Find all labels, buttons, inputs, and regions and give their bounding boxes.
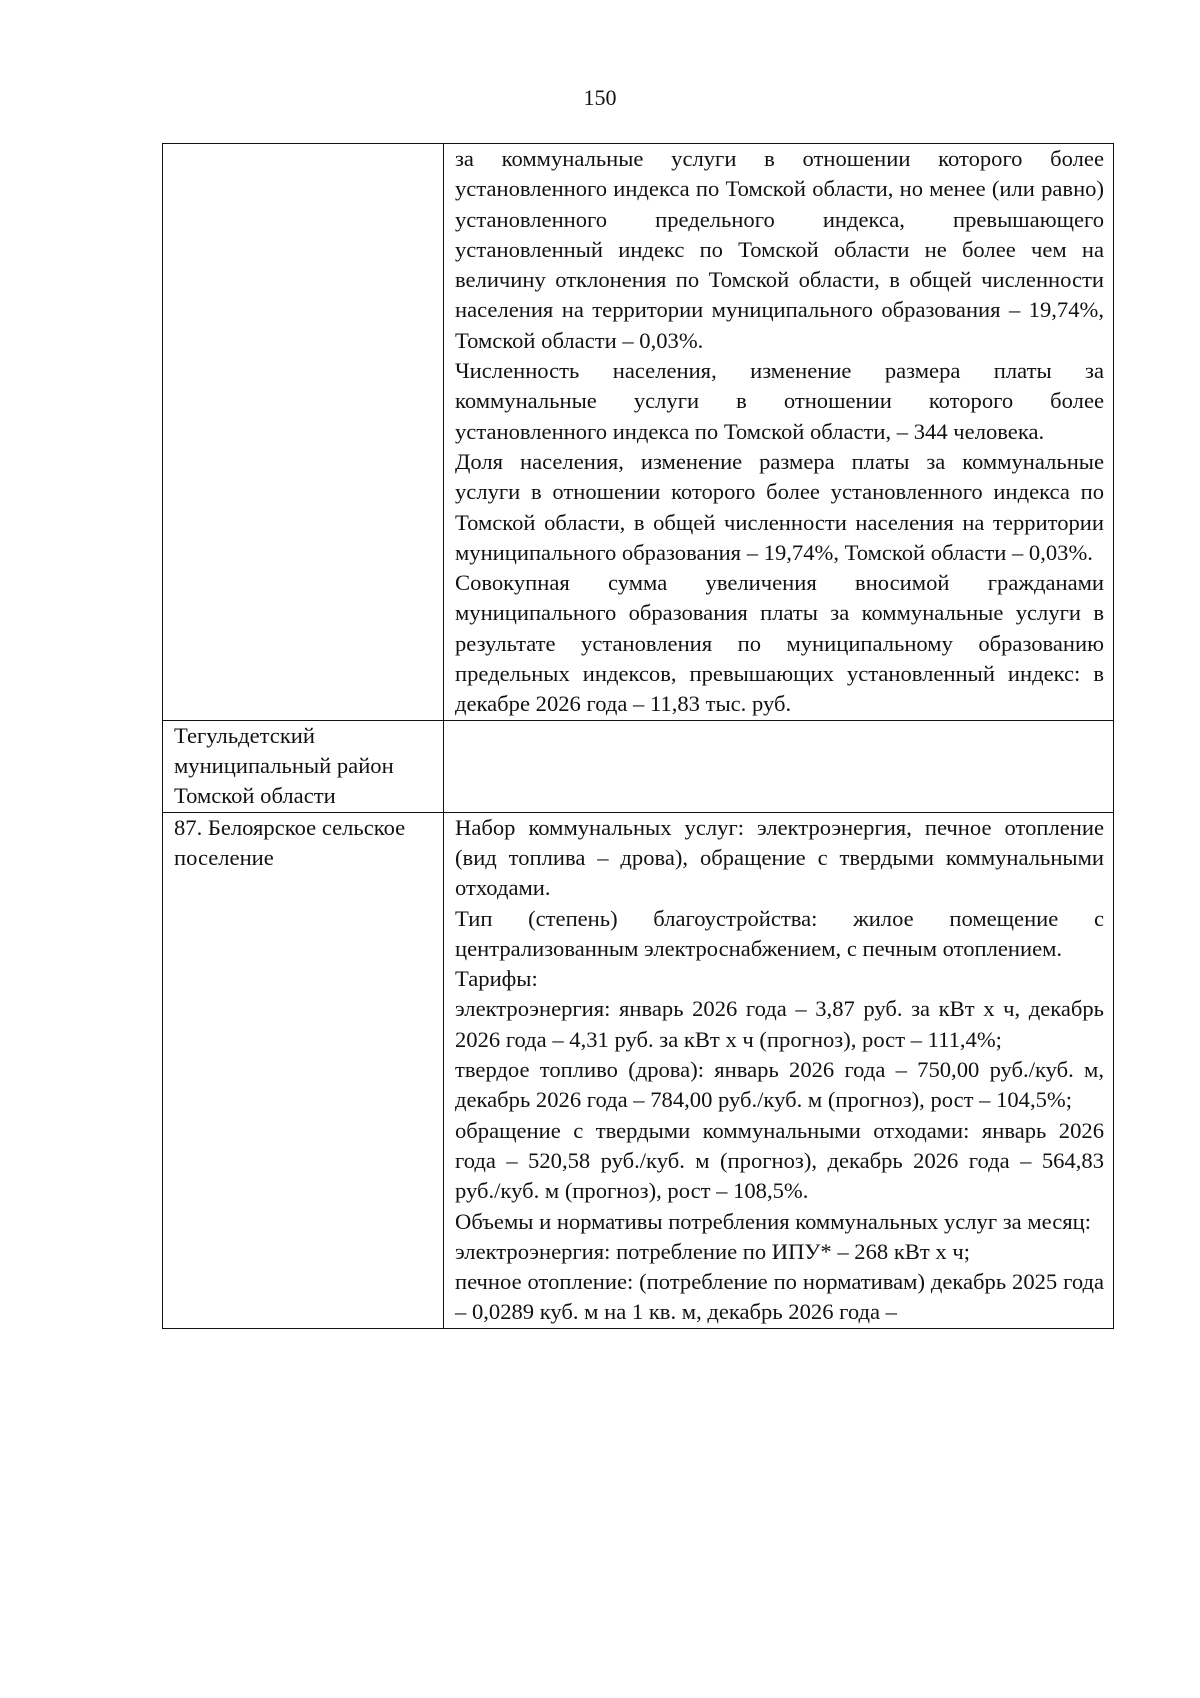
table-row — [163, 812, 1114, 1328]
municipal-index-table — [162, 143, 1114, 1329]
table-row — [163, 144, 1114, 721]
paragraph: обращение с твердыми коммунальными отходами: январь 2026 года – 520,58 руб./куб. м (прогноз), декабрь 2026 года – 564,83 руб./куб. м (прогноз), рост – 108,5%. — [455, 1117, 1104, 1204]
paragraph: Совокупная сумма увеличения вносимой гражданами муниципального образования платы за коммунальные услуги в результате установления по муниципальному образованию предельных индексов, превышающих установленный индекс: в декабре 2026 года – 11,83 тыс. руб. — [455, 570, 1104, 717]
settlement-name: 87. Белоярское сельское поселение — [163, 812, 444, 1328]
paragraph: Набор коммунальных услуг: электроэнергия, печное отопление (вид топлива – дрова), обращение с твердыми коммунальными отходами. — [455, 814, 1104, 901]
paragraph: электроэнергия: январь 2026 года – 3,87 руб. за кВт х ч, декабрь 2026 года – 4,31 руб. за кВт х ч (прогноз), рост – 111,4%; — [455, 996, 1104, 1052]
paragraph: твердое топливо (дрова): январь 2026 года – 750,00 руб./куб. м, декабрь 2026 года – 784,00 руб./куб. м (прогноз), рост – 104,5%; — [455, 1057, 1104, 1113]
paragraph: Доля населения, изменение размера платы за коммунальные услуги в отношении которого более установленного индекса по Томской области, в общей численности населения на территории муниципального образования – 19,74%, Томской области – 0,03%. — [455, 448, 1104, 565]
paragraph: Тарифы: — [455, 966, 538, 992]
paragraph: Объемы и нормативы потребления коммунальных услуг за месяц: — [455, 1208, 1092, 1234]
paragraph: электроэнергия: потребление по ИПУ* – 268 кВт х ч; — [455, 1238, 970, 1264]
table-cell-description — [444, 812, 1114, 1328]
paragraph: Численность населения, изменение размера платы за коммунальные услуги в отношении которого более установленного индекса по Томской области, – 344 человека. — [455, 358, 1104, 444]
paragraph: печное отопление: (потребление по нормативам) декабрь 2025 года – 0,0289 куб. м на 1 кв. м, декабрь 2026 года – — [455, 1269, 1104, 1325]
table-cell-description — [444, 144, 1114, 721]
table-cell-description — [444, 720, 1114, 812]
table-row — [163, 720, 1114, 812]
district-name: Тегульдетский муниципальный район Томской области — [163, 720, 444, 812]
page-number: 150 — [583, 85, 617, 110]
paragraph: Тип (степень) благоустройства: жилое помещение с централизованным электроснабжением, с печным отоплением. — [455, 905, 1104, 961]
paragraph: за коммунальные услуги в отношении которого более установленного индекса по Томской области, но менее (или равно) установленного предельного индекса, превышающего установленный индекс по Томской области не более чем на величину отклонения по Томской области, в общей численности населения на территории муниципального образования – 19,74%, Томской области – 0,03%. — [455, 146, 1104, 353]
table-cell-municipality — [163, 144, 444, 721]
